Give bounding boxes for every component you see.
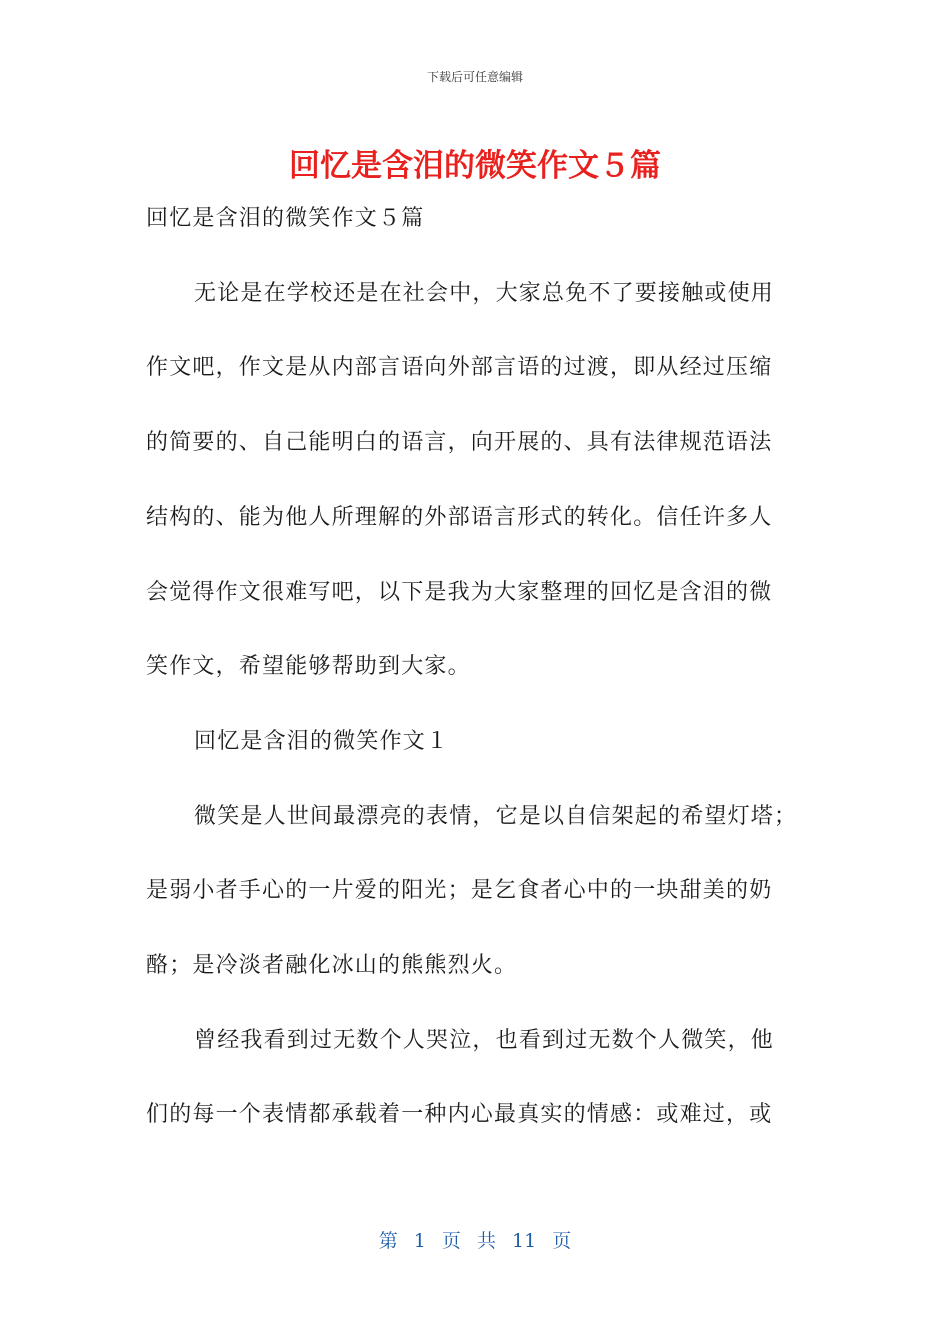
section-heading: 回忆是含泪的微笑作文１ (194, 729, 450, 754)
paragraph-line: 笑作文，希望能够帮助到大家。 (146, 654, 471, 679)
header-note: 下载后可任意编辑 (426, 70, 523, 84)
paragraph-line: 曾经我看到过无数个人哭泣，也看到过无数个人微笑，他 (194, 1028, 775, 1053)
paragraph-line: 结构的、能为他人所理解的外部语言形式的转化。信任许多人 (146, 505, 773, 530)
paragraph-line: 作文吧，作文是从内部言语向外部言语的过渡，即从经过压缩 (146, 355, 773, 380)
paragraph-line: 会觉得作文很难写吧，以下是我为大家整理的回忆是含泪的微 (146, 580, 773, 605)
document-title: 回忆是含泪的微笑作文５篇 (289, 148, 661, 184)
paragraph-line: 酪；是冷淡者融化冰山的熊熊烈火。 (146, 953, 518, 978)
paragraph-line: 无论是在学校还是在社会中，大家总免不了要接触或使用 (194, 281, 775, 306)
subtitle-line: 回忆是含泪的微笑作文５篇 (146, 206, 425, 231)
paragraph-line: 微笑是人世间最漂亮的表情，它是以自信架起的希望灯塔； (194, 804, 798, 829)
paragraph-line: 们的每一个表情都承载着一种内心最真实的情感：或难过，或 (146, 1102, 773, 1127)
paragraph-line: 的简要的、自己能明白的语言，向开展的、具有法律规范语法 (146, 430, 773, 455)
paragraph-line: 是弱小者手心的一片爱的阳光；是乞食者心中的一块甜美的奶 (146, 878, 773, 903)
page-number-footer: 第 1 页 共 11 页 (378, 1230, 572, 1252)
